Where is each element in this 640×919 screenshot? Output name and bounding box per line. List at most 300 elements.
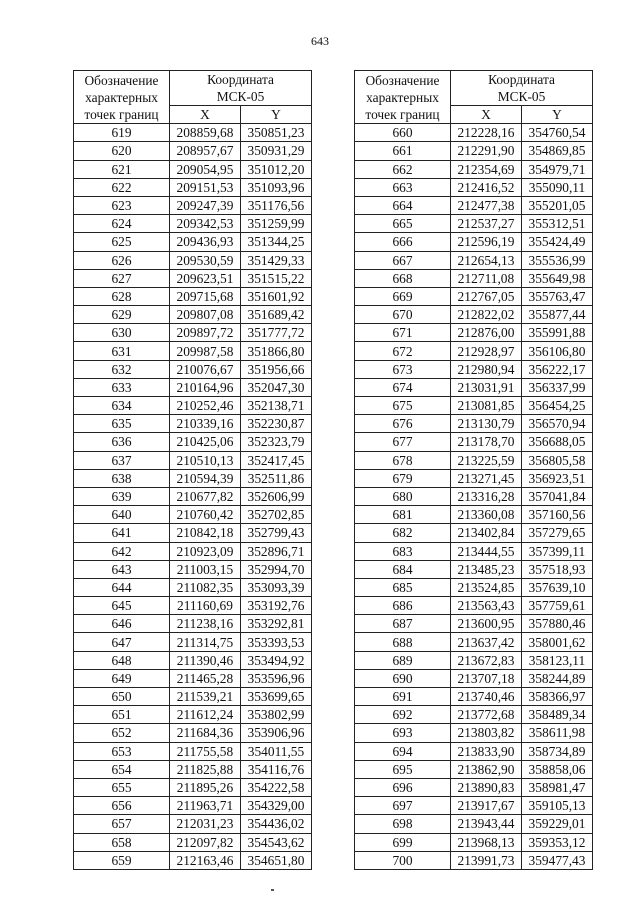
- x-coordinate-cell: 213672,83: [451, 651, 522, 669]
- point-number-cell: 660: [355, 124, 451, 142]
- y-coordinate-cell: 359477,43: [522, 851, 593, 869]
- point-number-cell: 654: [74, 760, 170, 778]
- table-row: [74, 487, 312, 505]
- x-coordinate-cell: 212477,38: [451, 196, 522, 214]
- table-row: [355, 597, 593, 615]
- point-number-cell: 681: [355, 506, 451, 524]
- table-row: [74, 469, 312, 487]
- y-coordinate-cell: 353292,81: [241, 615, 312, 633]
- table-row: [355, 669, 593, 687]
- table-row: [355, 233, 593, 251]
- table-row: [74, 597, 312, 615]
- y-coordinate-cell: 356222,17: [522, 360, 593, 378]
- point-number-cell: 670: [355, 306, 451, 324]
- x-coordinate-cell: 213271,45: [451, 469, 522, 487]
- table-row: [355, 851, 593, 869]
- point-number-cell: 666: [355, 233, 451, 251]
- y-coordinate-cell: 354979,71: [522, 160, 593, 178]
- x-coordinate-cell: 211539,21: [170, 688, 241, 706]
- point-number-cell: 627: [74, 269, 170, 287]
- y-coordinate-cell: 352138,71: [241, 397, 312, 415]
- point-number-cell: 625: [74, 233, 170, 251]
- table-row: [74, 233, 312, 251]
- x-coordinate-cell: 212291,90: [451, 142, 522, 160]
- x-coordinate-cell: 213031,91: [451, 378, 522, 396]
- x-coordinate-cell: 212928,97: [451, 342, 522, 360]
- table-row: [355, 760, 593, 778]
- coordinates-table-left: [73, 70, 312, 870]
- y-coordinate-cell: 357399,11: [522, 542, 593, 560]
- x-coordinate-cell: 213316,28: [451, 487, 522, 505]
- y-coordinate-cell: 351093,96: [241, 178, 312, 196]
- y-coordinate-cell: 356805,58: [522, 451, 593, 469]
- y-coordinate-cell: 357160,56: [522, 506, 593, 524]
- point-number-cell: 698: [355, 815, 451, 833]
- y-coordinate-cell: 358734,89: [522, 742, 593, 760]
- coordinate-header-line1: Координата: [488, 72, 555, 87]
- y-coordinate-cell: 352896,71: [241, 542, 312, 560]
- table-row: [355, 487, 593, 505]
- y-coordinate-cell: 352606,99: [241, 487, 312, 505]
- point-number-cell: 630: [74, 324, 170, 342]
- point-number-cell: 621: [74, 160, 170, 178]
- point-number-cell: 653: [74, 742, 170, 760]
- x-coordinate-cell: 210677,82: [170, 487, 241, 505]
- table-row: [355, 287, 593, 305]
- x-coordinate-cell: 210339,16: [170, 415, 241, 433]
- coordinate-header-line2: МСК-05: [497, 89, 546, 104]
- point-number-cell: 635: [74, 415, 170, 433]
- x-coordinate-cell: 212596,19: [451, 233, 522, 251]
- x-coordinate-cell: 211895,26: [170, 778, 241, 796]
- table-row: [74, 506, 312, 524]
- point-number-cell: 692: [355, 706, 451, 724]
- point-number-cell: 626: [74, 251, 170, 269]
- table-row: [74, 669, 312, 687]
- point-number-cell: 624: [74, 215, 170, 233]
- y-coordinate-cell: 351777,72: [241, 324, 312, 342]
- point-number-cell: 673: [355, 360, 451, 378]
- table-row: [74, 451, 312, 469]
- table-row: [74, 433, 312, 451]
- y-column-header: Y: [241, 106, 312, 124]
- x-coordinate-cell: 213991,73: [451, 851, 522, 869]
- x-coordinate-cell: 209623,51: [170, 269, 241, 287]
- y-column-header: Y: [522, 106, 593, 124]
- point-number-cell: 672: [355, 342, 451, 360]
- coordinate-header: [170, 71, 312, 106]
- point-number-cell: 644: [74, 578, 170, 596]
- y-coordinate-cell: 351866,80: [241, 342, 312, 360]
- point-number-cell: 637: [74, 451, 170, 469]
- table-row: [74, 306, 312, 324]
- x-coordinate-cell: 212876,00: [451, 324, 522, 342]
- y-coordinate-cell: 359353,12: [522, 833, 593, 851]
- x-coordinate-cell: 213943,44: [451, 815, 522, 833]
- table-row: [355, 397, 593, 415]
- x-coordinate-cell: 211160,69: [170, 597, 241, 615]
- point-number-cell: 619: [74, 124, 170, 142]
- y-coordinate-cell: 356454,25: [522, 397, 593, 415]
- page-number: 643: [311, 34, 329, 48]
- y-coordinate-cell: 351689,42: [241, 306, 312, 324]
- x-coordinate-cell: 211238,16: [170, 615, 241, 633]
- y-coordinate-cell: 354329,00: [241, 797, 312, 815]
- point-number-cell: 669: [355, 287, 451, 305]
- table-row: [74, 542, 312, 560]
- table-row: [74, 378, 312, 396]
- x-coordinate-cell: 211755,58: [170, 742, 241, 760]
- table-row: [355, 269, 593, 287]
- point-number-cell: 661: [355, 142, 451, 160]
- table-row: [74, 633, 312, 651]
- y-coordinate-cell: 353494,92: [241, 651, 312, 669]
- point-number-cell: 680: [355, 487, 451, 505]
- table-row: [355, 378, 593, 396]
- y-coordinate-cell: 355877,44: [522, 306, 593, 324]
- table-row: [74, 215, 312, 233]
- x-coordinate-cell: 213600,95: [451, 615, 522, 633]
- y-coordinate-cell: 355201,05: [522, 196, 593, 214]
- point-number-cell: 623: [74, 196, 170, 214]
- y-coordinate-cell: 351259,99: [241, 215, 312, 233]
- table-row: [74, 706, 312, 724]
- x-coordinate-cell: 211684,36: [170, 724, 241, 742]
- point-number-cell: 642: [74, 542, 170, 560]
- x-coordinate-cell: 211612,24: [170, 706, 241, 724]
- y-coordinate-cell: 359105,13: [522, 797, 593, 815]
- x-coordinate-cell: 209247,39: [170, 196, 241, 214]
- table-row: [74, 360, 312, 378]
- point-number-cell: 641: [74, 524, 170, 542]
- x-coordinate-cell: 210164,96: [170, 378, 241, 396]
- y-coordinate-cell: 357518,93: [522, 560, 593, 578]
- x-coordinate-cell: 212711,08: [451, 269, 522, 287]
- table-row: [355, 797, 593, 815]
- x-coordinate-cell: 211825,88: [170, 760, 241, 778]
- x-coordinate-cell: 210510,13: [170, 451, 241, 469]
- point-number-cell: 684: [355, 560, 451, 578]
- table-row: [355, 142, 593, 160]
- y-coordinate-cell: 355536,99: [522, 251, 593, 269]
- table-row: [74, 124, 312, 142]
- point-number-cell: 689: [355, 651, 451, 669]
- point-number-cell: 668: [355, 269, 451, 287]
- boundary-point-header-line1: Обозначение: [84, 73, 159, 88]
- y-coordinate-cell: 354011,55: [241, 742, 312, 760]
- x-coordinate-cell: 208957,67: [170, 142, 241, 160]
- x-coordinate-cell: 211465,28: [170, 669, 241, 687]
- point-number-cell: 663: [355, 178, 451, 196]
- point-number-cell: 700: [355, 851, 451, 869]
- point-number-cell: 677: [355, 433, 451, 451]
- table-row: [74, 196, 312, 214]
- y-coordinate-cell: 356106,80: [522, 342, 593, 360]
- point-number-cell: 691: [355, 688, 451, 706]
- table-row: [74, 142, 312, 160]
- x-coordinate-cell: 212980,94: [451, 360, 522, 378]
- point-number-cell: 633: [74, 378, 170, 396]
- x-coordinate-cell: 213485,23: [451, 560, 522, 578]
- point-number-cell: 679: [355, 469, 451, 487]
- table-row: [355, 324, 593, 342]
- y-coordinate-cell: 352230,87: [241, 415, 312, 433]
- y-coordinate-cell: 352417,45: [241, 451, 312, 469]
- x-coordinate-cell: 212822,02: [451, 306, 522, 324]
- y-coordinate-cell: 357759,61: [522, 597, 593, 615]
- point-number-cell: 638: [74, 469, 170, 487]
- y-coordinate-cell: 351515,22: [241, 269, 312, 287]
- x-coordinate-cell: 211003,15: [170, 560, 241, 578]
- y-coordinate-cell: 356570,94: [522, 415, 593, 433]
- table-row: [355, 651, 593, 669]
- y-coordinate-cell: 353393,53: [241, 633, 312, 651]
- point-number-cell: 652: [74, 724, 170, 742]
- table-row: [74, 615, 312, 633]
- point-number-cell: 629: [74, 306, 170, 324]
- y-coordinate-cell: 357880,46: [522, 615, 593, 633]
- y-coordinate-cell: 353093,39: [241, 578, 312, 596]
- x-coordinate-cell: 212416,52: [451, 178, 522, 196]
- x-coordinate-cell: 209436,93: [170, 233, 241, 251]
- point-number-cell: 659: [74, 851, 170, 869]
- x-coordinate-cell: 209897,72: [170, 324, 241, 342]
- table-row: [74, 742, 312, 760]
- y-coordinate-cell: 358001,62: [522, 633, 593, 651]
- point-number-cell: 628: [74, 287, 170, 305]
- table-row: [355, 615, 593, 633]
- point-number-cell: 657: [74, 815, 170, 833]
- x-coordinate-cell: 213402,84: [451, 524, 522, 542]
- point-number-cell: 686: [355, 597, 451, 615]
- x-coordinate-cell: 213833,90: [451, 742, 522, 760]
- point-number-cell: 634: [74, 397, 170, 415]
- point-number-cell: 662: [355, 160, 451, 178]
- x-coordinate-cell: 210594,39: [170, 469, 241, 487]
- table-row: [355, 342, 593, 360]
- table-row: [355, 633, 593, 651]
- x-coordinate-cell: 211314,75: [170, 633, 241, 651]
- y-coordinate-cell: 350851,23: [241, 124, 312, 142]
- coordinate-header: [451, 71, 593, 106]
- table-row: [74, 160, 312, 178]
- boundary-point-header-line3: точек границ: [84, 107, 159, 122]
- table-row: [355, 124, 593, 142]
- point-number-cell: 671: [355, 324, 451, 342]
- table-row: [355, 306, 593, 324]
- y-coordinate-cell: 354116,76: [241, 760, 312, 778]
- x-coordinate-cell: 212354,69: [451, 160, 522, 178]
- y-coordinate-cell: 353802,99: [241, 706, 312, 724]
- point-number-cell: 667: [355, 251, 451, 269]
- point-number-cell: 656: [74, 797, 170, 815]
- point-number-cell: 639: [74, 487, 170, 505]
- table-row: [355, 451, 593, 469]
- table-row: [355, 215, 593, 233]
- point-number-cell: 646: [74, 615, 170, 633]
- y-coordinate-cell: 351956,66: [241, 360, 312, 378]
- table-row: [355, 578, 593, 596]
- x-coordinate-cell: 213917,67: [451, 797, 522, 815]
- x-coordinate-cell: 210760,42: [170, 506, 241, 524]
- y-coordinate-cell: 352799,43: [241, 524, 312, 542]
- x-coordinate-cell: 213178,70: [451, 433, 522, 451]
- x-coordinate-cell: 212163,46: [170, 851, 241, 869]
- point-number-cell: 665: [355, 215, 451, 233]
- point-number-cell: 685: [355, 578, 451, 596]
- point-number-cell: 648: [74, 651, 170, 669]
- x-coordinate-cell: 213803,82: [451, 724, 522, 742]
- x-coordinate-cell: 210425,06: [170, 433, 241, 451]
- y-coordinate-cell: 355090,11: [522, 178, 593, 196]
- table-row: [355, 469, 593, 487]
- x-coordinate-cell: 211390,46: [170, 651, 241, 669]
- y-coordinate-cell: 355649,98: [522, 269, 593, 287]
- table-row: [74, 324, 312, 342]
- x-coordinate-cell: 212228,16: [451, 124, 522, 142]
- table-row: [355, 833, 593, 851]
- point-number-cell: 655: [74, 778, 170, 796]
- point-number-cell: 694: [355, 742, 451, 760]
- table-row: [74, 578, 312, 596]
- point-number-cell: 699: [355, 833, 451, 851]
- x-column-header: X: [451, 106, 522, 124]
- coordinate-header-line1: Координата: [207, 72, 274, 87]
- y-coordinate-cell: 351012,20: [241, 160, 312, 178]
- x-coordinate-cell: 212031,23: [170, 815, 241, 833]
- table-row: [355, 560, 593, 578]
- table-row: [74, 560, 312, 578]
- point-number-cell: 688: [355, 633, 451, 651]
- coordinate-header-line2: МСК-05: [216, 89, 265, 104]
- boundary-point-header-line3: точек границ: [365, 107, 440, 122]
- y-coordinate-cell: 352511,86: [241, 469, 312, 487]
- x-coordinate-cell: 210252,46: [170, 397, 241, 415]
- x-coordinate-cell: 209054,95: [170, 160, 241, 178]
- y-coordinate-cell: 358981,47: [522, 778, 593, 796]
- x-coordinate-cell: 213444,55: [451, 542, 522, 560]
- x-coordinate-cell: 212654,13: [451, 251, 522, 269]
- table-row: [74, 851, 312, 869]
- table-row: [74, 724, 312, 742]
- point-number-cell: 631: [74, 342, 170, 360]
- table-row: [355, 778, 593, 796]
- point-number-cell: 678: [355, 451, 451, 469]
- x-coordinate-cell: 213524,85: [451, 578, 522, 596]
- table-row: [355, 706, 593, 724]
- x-coordinate-cell: 211963,71: [170, 797, 241, 815]
- table-row: [355, 724, 593, 742]
- point-number-cell: 622: [74, 178, 170, 196]
- y-coordinate-cell: 351601,92: [241, 287, 312, 305]
- point-number-cell: 693: [355, 724, 451, 742]
- point-number-cell: 687: [355, 615, 451, 633]
- x-coordinate-cell: 213862,90: [451, 760, 522, 778]
- y-coordinate-cell: 354222,58: [241, 778, 312, 796]
- x-coordinate-cell: 208859,68: [170, 124, 241, 142]
- y-coordinate-cell: 352047,30: [241, 378, 312, 396]
- table-row: [74, 342, 312, 360]
- scan-dot-mark: [271, 889, 274, 891]
- y-coordinate-cell: 354543,62: [241, 833, 312, 851]
- x-coordinate-cell: 213707,18: [451, 669, 522, 687]
- table-row: [74, 815, 312, 833]
- y-coordinate-cell: 352702,85: [241, 506, 312, 524]
- y-coordinate-cell: 356337,99: [522, 378, 593, 396]
- table-row: [74, 269, 312, 287]
- x-coordinate-cell: 210842,18: [170, 524, 241, 542]
- table-row: [355, 178, 593, 196]
- x-coordinate-cell: 209151,53: [170, 178, 241, 196]
- x-coordinate-cell: 213081,85: [451, 397, 522, 415]
- point-number-cell: 695: [355, 760, 451, 778]
- point-number-cell: 690: [355, 669, 451, 687]
- point-number-cell: 643: [74, 560, 170, 578]
- point-number-cell: 645: [74, 597, 170, 615]
- table-row: [74, 251, 312, 269]
- x-coordinate-cell: 213637,42: [451, 633, 522, 651]
- boundary-point-header: [74, 71, 170, 124]
- table-row: [355, 360, 593, 378]
- x-coordinate-cell: 212097,82: [170, 833, 241, 851]
- x-coordinate-cell: 213968,13: [451, 833, 522, 851]
- table-row: [355, 415, 593, 433]
- table-row: [74, 760, 312, 778]
- y-coordinate-cell: 356688,05: [522, 433, 593, 451]
- point-number-cell: 682: [355, 524, 451, 542]
- table-row: [355, 542, 593, 560]
- table-row: [74, 287, 312, 305]
- y-coordinate-cell: 356923,51: [522, 469, 593, 487]
- point-number-cell: 683: [355, 542, 451, 560]
- x-coordinate-cell: 209807,08: [170, 306, 241, 324]
- x-coordinate-cell: 212537,27: [451, 215, 522, 233]
- point-number-cell: 676: [355, 415, 451, 433]
- y-coordinate-cell: 355424,49: [522, 233, 593, 251]
- x-coordinate-cell: 211082,35: [170, 578, 241, 596]
- x-coordinate-cell: 210076,67: [170, 360, 241, 378]
- table-row: [74, 778, 312, 796]
- point-number-cell: 620: [74, 142, 170, 160]
- coordinates-table-right: [354, 70, 593, 870]
- x-coordinate-cell: 213772,68: [451, 706, 522, 724]
- table-row: [74, 524, 312, 542]
- y-coordinate-cell: 355312,51: [522, 215, 593, 233]
- point-number-cell: 640: [74, 506, 170, 524]
- x-coordinate-cell: 212767,05: [451, 287, 522, 305]
- point-number-cell: 697: [355, 797, 451, 815]
- table-row: [355, 160, 593, 178]
- y-coordinate-cell: 354436,02: [241, 815, 312, 833]
- y-coordinate-cell: 351344,25: [241, 233, 312, 251]
- table-row: [355, 815, 593, 833]
- x-column-header: X: [170, 106, 241, 124]
- y-coordinate-cell: 358244,89: [522, 669, 593, 687]
- y-coordinate-cell: 353596,96: [241, 669, 312, 687]
- x-coordinate-cell: 213225,59: [451, 451, 522, 469]
- x-coordinate-cell: 209987,58: [170, 342, 241, 360]
- x-coordinate-cell: 213360,08: [451, 506, 522, 524]
- x-coordinate-cell: 210923,09: [170, 542, 241, 560]
- y-coordinate-cell: 358123,11: [522, 651, 593, 669]
- y-coordinate-cell: 354869,85: [522, 142, 593, 160]
- y-coordinate-cell: 357279,65: [522, 524, 593, 542]
- x-coordinate-cell: 213130,79: [451, 415, 522, 433]
- y-coordinate-cell: 354651,80: [241, 851, 312, 869]
- boundary-point-header: [355, 71, 451, 124]
- point-number-cell: 664: [355, 196, 451, 214]
- y-coordinate-cell: 351176,56: [241, 196, 312, 214]
